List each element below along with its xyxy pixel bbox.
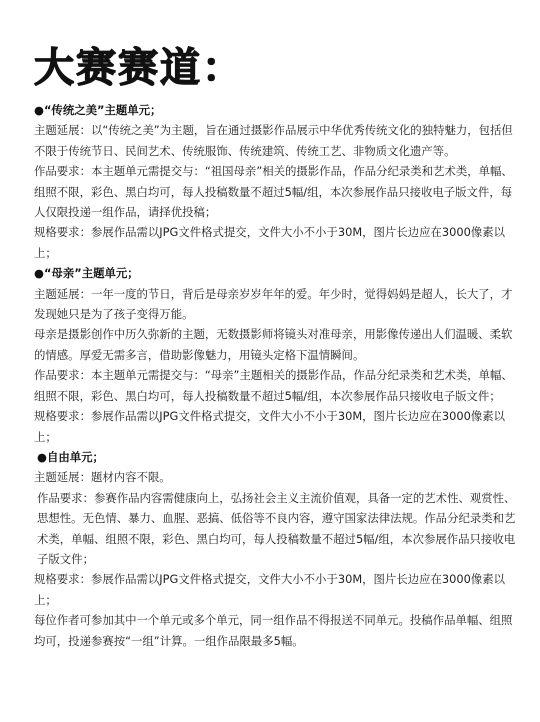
mother-intro-text: 母亲是摄影创作中历久弥新的主题，无数摄影师将镜头对准母亲，用影像传递出人们温暖、柔软的情感。厚爱无需多言，借助影像魅力，用镜头定格下温情瞬间。 [34,327,513,362]
free-spec-requirements: 规格要求：参展作品需以JPG文件格式提交，文件大小不小于30M，图片长边应在3000像素以上； [34,572,506,607]
mother-work-requirements: 作品要求：本主题单元需提交与：“母亲”主题相关的摄影作品，作品分纪录类和艺术类，单幅、组照不限，彩色、黑白均可，每人投稿数量不超过5幅/组，本次参展作品只接收电子版文件； [34,368,513,403]
mother-spec-requirements: 规格要求：参展作品需以JPG文件格式提交，文件大小不小于30M，图片长边应在3000像素以上； [34,409,506,444]
free-work-requirements: 作品要求：参赛作品内容需健康向上，弘扬社会主义主流价值观，具备一定的艺术性、观赏性、思想性。无色情、暴力、血腥、恶搞、低俗等不良内容，遵守国家法律法规。作品分纪录类和艺术类，单幅、组照不限，彩色、黑白均可，每人投稿数量不超过5幅/组，本次参展作品只接收电子版文件； [37,490,516,566]
page-title: 大赛赛道： [34,45,244,91]
tradition-theme-text: 主题延展：以“传统之美”为主题，旨在通过摄影作品展示中华优秀传统文化的独特魅力，包括但不限于传统节日、民间艺术、传统服饰、传统建筑、传统工艺、非物质文化遗产等。 [34,123,513,158]
mother-theme-text: 主题延展：一年一度的节日，背后是母亲岁岁年年的爱。年少时，觉得妈妈是超人，长大了，才发现她只是为了孩子变得万能。 [34,286,513,322]
free-theme-text: 主题延展：题材内容不限。 [34,470,171,485]
section-heading-mother: ●“母亲”主题单元； [34,266,139,281]
section-heading-tradition: ●“传统之美”主题单元； [34,103,162,117]
tradition-spec-requirements: 规格要求：参展作品需以JPG文件格式提交，文件大小不小于30M，图片长边应在3000像素以上； [34,225,506,260]
section-heading-free: ●自由单元； [37,449,104,464]
tradition-work-requirements: 作品要求：本主题单元需提交与：“祖国母亲”相关的摄影作品，作品分纪录类和艺术类，单幅、组照不限，彩色、黑白均可，每人投稿数量不超过5幅/组，本次参展作品只接收电子版文件，每人仅限投递一组作品，请择优投稿； [34,164,513,220]
free-submission-note: 每位作者可参加其中一个单元或多个单元，同一组作品不得报送不同单元。投稿作品单幅、组照均可，投递参赛按“一组”计算。一组作品限最多5幅。 [34,613,513,648]
